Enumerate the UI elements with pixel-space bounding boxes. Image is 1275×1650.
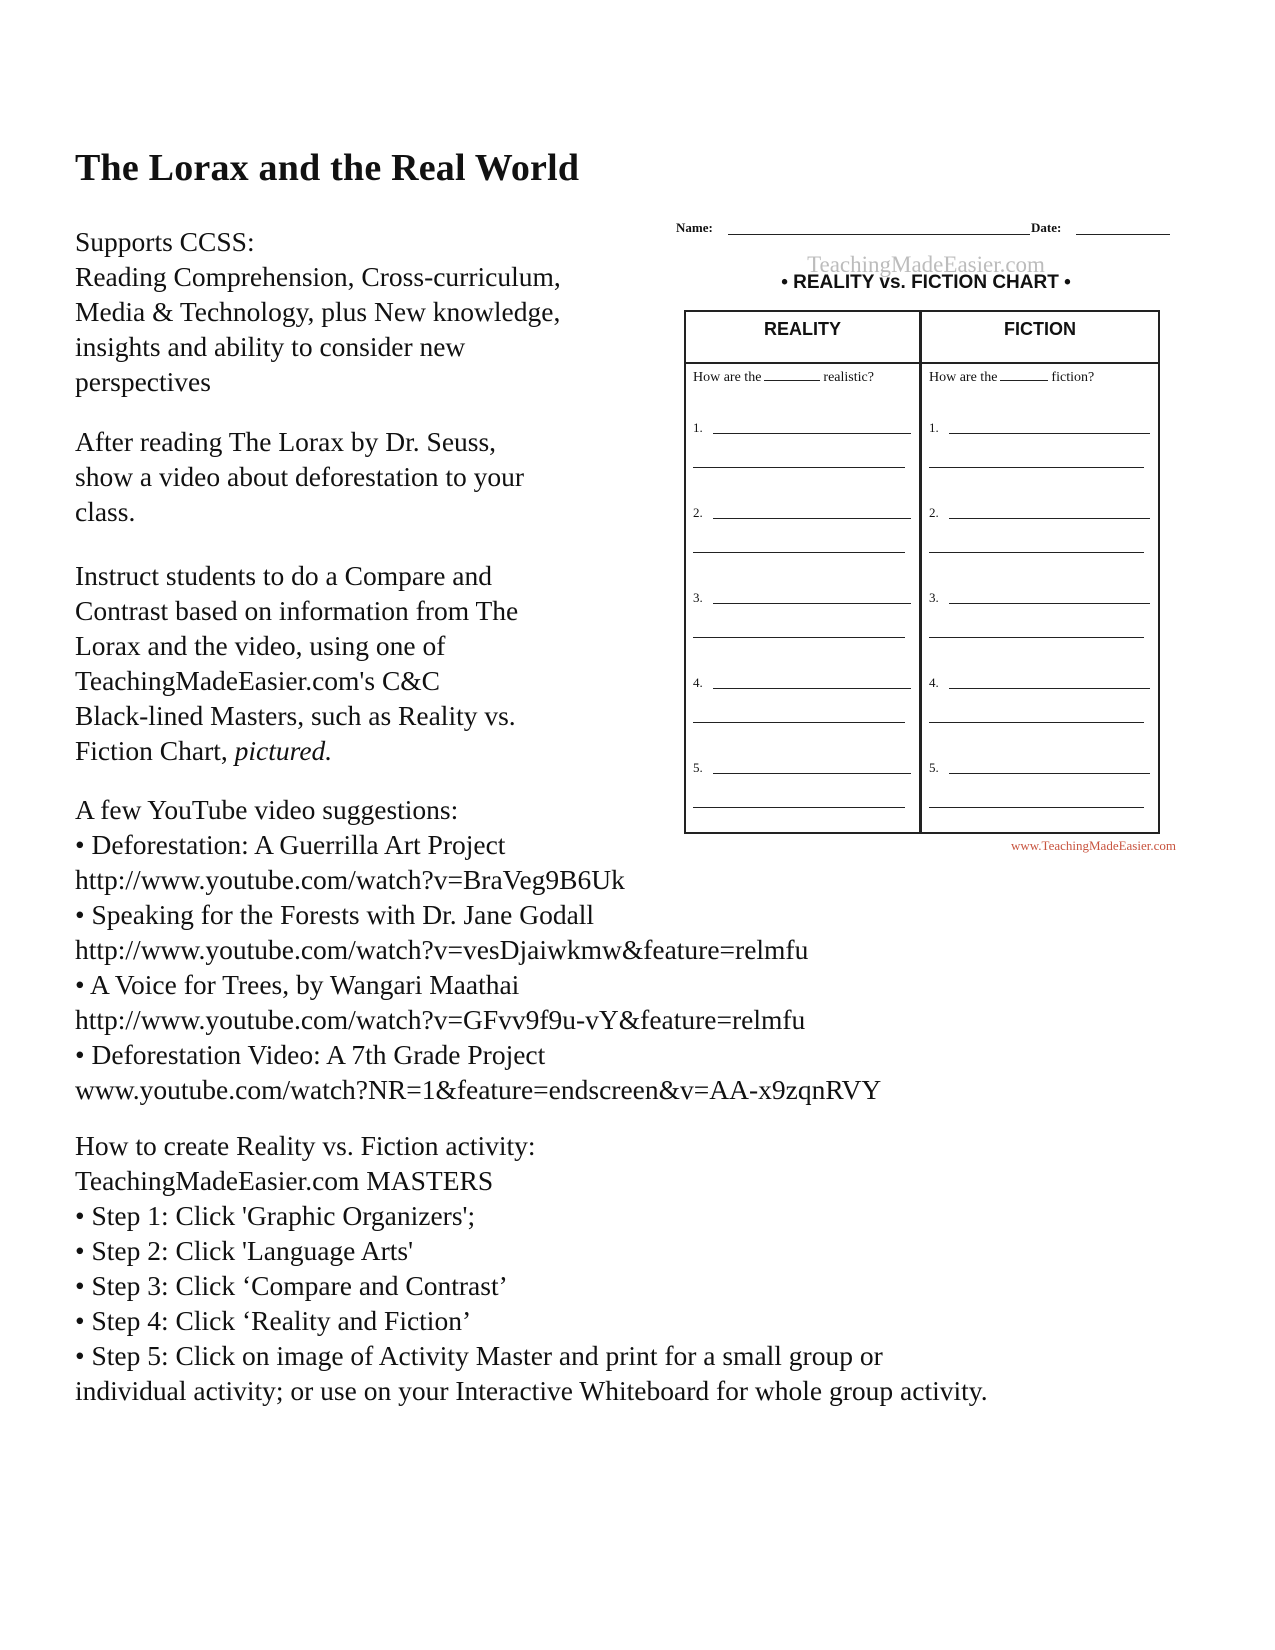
step-item: • Step 3: Click ‘Compare and Contrast’ [75,1270,508,1301]
name-date-row [676,220,1176,238]
step-item: • Step 4: Click ‘Reality and Fiction’ [75,1305,472,1336]
item-number: 2. [929,505,939,520]
answer-item [929,505,1158,590]
item-number: 3. [693,590,703,605]
blank-line [1000,380,1048,381]
answer-item [929,420,1158,505]
chart-table [684,310,1160,834]
question-text: How are the [929,370,998,385]
step-item: • Step 1: Click 'Graphic Organizers'; [75,1200,476,1231]
item-number: 4. [693,675,703,690]
video-link[interactable]: http://www.youtube.com/watch?v=GFvv9f9u-vY&feature=relmfu [75,1004,806,1035]
text-line: insights and ability to consider new [75,331,466,362]
text-line: Black-lined Masters, such as Reality vs. [75,700,516,731]
video-link[interactable]: http://www.youtube.com/watch?v=BraVeg9B6Uk [75,864,625,895]
page-title: The Lorax and the Real World [75,147,580,189]
text-line: Lorax and the video, using one of [75,630,446,661]
video-item: • Speaking for the Forests with Dr. Jane Godall [75,899,595,930]
date-label: Date: [1031,220,1062,235]
text-line: Supports CCSS: [75,226,255,257]
question-text: realistic? [823,370,874,385]
date-line [1076,234,1170,235]
question-text: fiction? [1051,370,1095,385]
worksheet-title: • REALITY vs. FICTION CHART • [781,272,1071,293]
text-line: Instruct students to do a Compare and [75,560,492,591]
answer-item [693,590,919,675]
answer-item [929,675,1158,760]
item-number: 5. [693,760,703,775]
answer-item [693,675,919,760]
item-number: 2. [693,505,703,520]
italic-pictured: pictured. [234,735,333,766]
watermark: TeachingMadeEasier.com [807,252,1045,277]
text-line: perspectives [75,366,211,397]
text-line: show a video about deforestation to your [75,461,525,492]
question-text: How are the [693,370,762,385]
answer-item [693,420,919,505]
instruct-paragraph [75,558,518,768]
name-label: Name: [676,220,713,235]
item-number: 4. [929,675,939,690]
ccss-paragraph [75,224,561,399]
video-link[interactable]: http://www.youtube.com/watch?v=vesDjaiwkmw&feature=relmfu [75,934,809,965]
item-number: 1. [693,420,703,435]
answer-item [929,590,1158,675]
after-reading-paragraph [75,424,524,529]
fiction-header: FICTION [922,312,1158,364]
text-line: TeachingMadeEasier.com MASTERS [75,1165,494,1196]
fiction-column [922,312,1158,832]
name-line [728,234,1030,235]
text-line: class. [75,496,136,527]
reality-question [693,370,919,386]
step-item: • Step 5: Click on image of Activity Master and print for a small group or [75,1340,883,1371]
video-item: • Deforestation: A Guerrilla Art Project [75,829,506,860]
text-line [75,733,518,768]
video-heading: A few YouTube video suggestions: [75,794,459,825]
item-number: 1. [929,420,939,435]
text-line: Contrast based on information from The [75,595,519,626]
worksheet-thumbnail [676,212,1176,872]
howto-steps [75,1128,988,1408]
text-line: After reading The Lorax by Dr. Seuss, [75,426,497,457]
text-line: Media & Technology, plus New knowledge, [75,296,561,327]
item-number: 5. [929,760,939,775]
text-line: Reading Comprehension, Cross-curriculum, [75,261,561,292]
fiction-question [929,370,1158,386]
text-line: TeachingMadeEasier.com's C&C [75,665,441,696]
blank-line [764,380,820,381]
step-item: • Step 2: Click 'Language Arts' [75,1235,414,1266]
reality-column [686,312,922,832]
video-link[interactable]: www.youtube.com/watch?NR=1&feature=endscreen&v=AA-x9zqnRVY [75,1074,882,1105]
video-item: • A Voice for Trees, by Wangari Maathai [75,969,520,1000]
reality-header: REALITY [686,312,919,364]
howto-heading: How to create Reality vs. Fiction activity: [75,1130,536,1161]
text-fragment: Fiction Chart, [75,735,235,766]
answer-item [693,505,919,590]
item-number: 3. [929,590,939,605]
answer-item [693,760,919,845]
video-item: • Deforestation Video: A 7th Grade Project [75,1039,546,1070]
answer-item [929,760,1158,845]
worksheet-url: www.TeachingMadeEasier.com [1010,838,1176,853]
step-item: individual activity; or use on your Interactive Whiteboard for whole group activity. [75,1375,988,1406]
